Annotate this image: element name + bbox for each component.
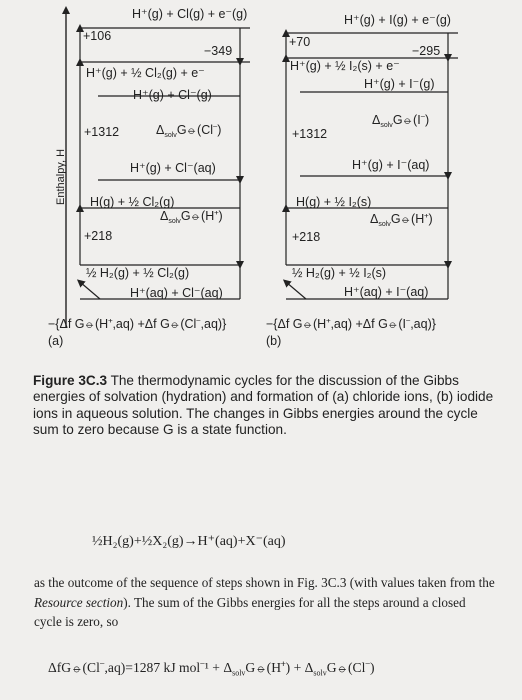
level-7: H⁺(aq) + I⁻(aq)	[344, 285, 429, 299]
paragraph-text-2: ). The sum of the Gibbs energies for all the steps around a closed cycle is zero, so	[34, 594, 466, 629]
paragraph-text-1: as the outcome of the sequence of steps shown in Fig. 3C.3 (with values taken from the	[34, 575, 495, 590]
level-4: H⁺(g) + I⁻(aq)	[352, 158, 430, 172]
step-1312: +1312	[84, 125, 120, 139]
step-349: −349	[204, 44, 233, 58]
solv-cation-label: $\Delta_{solv}G⦵(H^+)$	[370, 212, 433, 228]
panel-label-b: (b)	[266, 334, 282, 348]
final-eq-end: G⦵(Cl⁻)	[326, 660, 375, 675]
level-3: H⁺(g) + I⁻(g)	[364, 77, 435, 91]
final-equation	[48, 660, 375, 678]
step-1312: +1312	[292, 127, 328, 141]
step-218: +218	[292, 230, 321, 244]
level-top: H⁺(g) + I(g) + e⁻(g)	[344, 13, 451, 27]
level-2: H⁺(g) + ½ I₂(s) + e⁻	[290, 59, 400, 73]
panel-a	[48, 7, 250, 348]
level-5: H(g) + ½ Cl₂(g)	[90, 195, 175, 209]
panel-b	[266, 13, 458, 348]
figure-number: Figure 3C.3	[33, 373, 108, 388]
final-eq-rhs-start: =1287 kJ mol⁻¹ + Δ	[125, 660, 233, 675]
level-5: H(g) + ½ I₂(s)	[296, 195, 372, 209]
panel-label-a: (a)	[48, 334, 64, 348]
solv-anion-label: $\Delta_{solv}G⦵(Cl^-)$	[156, 123, 222, 139]
body-paragraph	[34, 573, 496, 632]
final-eq-sub-2: solv	[313, 668, 327, 678]
bottom-expression-b: −{Δf G⦵(H⁺,aq) +Δf G⦵(I⁻,aq)}	[266, 317, 436, 331]
level-4: H⁺(g) + Cl⁻(aq)	[130, 161, 216, 175]
reaction-equation: ½H₂(g)+½X₂(g)→H⁺(aq)+X⁻(aq)	[92, 534, 286, 549]
caption-text: The thermodynamic cycles for the discussion of the Gibbs energies of solvation (hydration) and formation of (a) chloride ions, (b) iodide ions in aqueous solution. The changes in Gibbs energies around the cycle sum to zero because G is a state function.	[33, 373, 494, 438]
level-3: H⁺(g) + Cl⁻(g)	[133, 88, 212, 102]
step-218: +218	[84, 229, 113, 243]
arrow-formation	[80, 282, 100, 299]
final-eq-sub-1: solv	[232, 668, 246, 678]
arrow-formation	[286, 282, 306, 299]
paragraph-italic: Resource section	[34, 594, 124, 610]
solv-cation-label: $\Delta_{solv}G⦵(H^+)$	[160, 209, 223, 225]
bottom-expression-a: −{Δf G⦵(H⁺,aq) +Δf G⦵(Cl⁻,aq)}	[48, 317, 227, 331]
level-2: H⁺(g) + ½ Cl₂(g) + e⁻	[86, 66, 205, 80]
level-6: ½ H₂(g) + ½ I₂(s)	[292, 266, 387, 280]
step-295: −295	[412, 44, 441, 58]
final-eq-mid: G⦵(H⁺) + Δ	[245, 660, 314, 675]
solv-anion-label: $\Delta_{solv}G⦵(I^-)$	[372, 113, 430, 129]
step-70: +70	[289, 35, 311, 49]
level-7: H⁺(aq) + Cl⁻(aq)	[130, 286, 223, 300]
y-axis-label: Enthalpy, H	[55, 148, 67, 205]
figure-caption	[33, 373, 503, 439]
level-top: H⁺(g) + Cl(g) + e⁻(g)	[132, 7, 248, 21]
level-6: ½ H₂(g) + ½ Cl₂(g)	[86, 266, 190, 280]
final-eq-lhs: ΔfG⦵(Cl⁻,aq)	[48, 660, 126, 675]
step-106: +106	[83, 29, 112, 43]
